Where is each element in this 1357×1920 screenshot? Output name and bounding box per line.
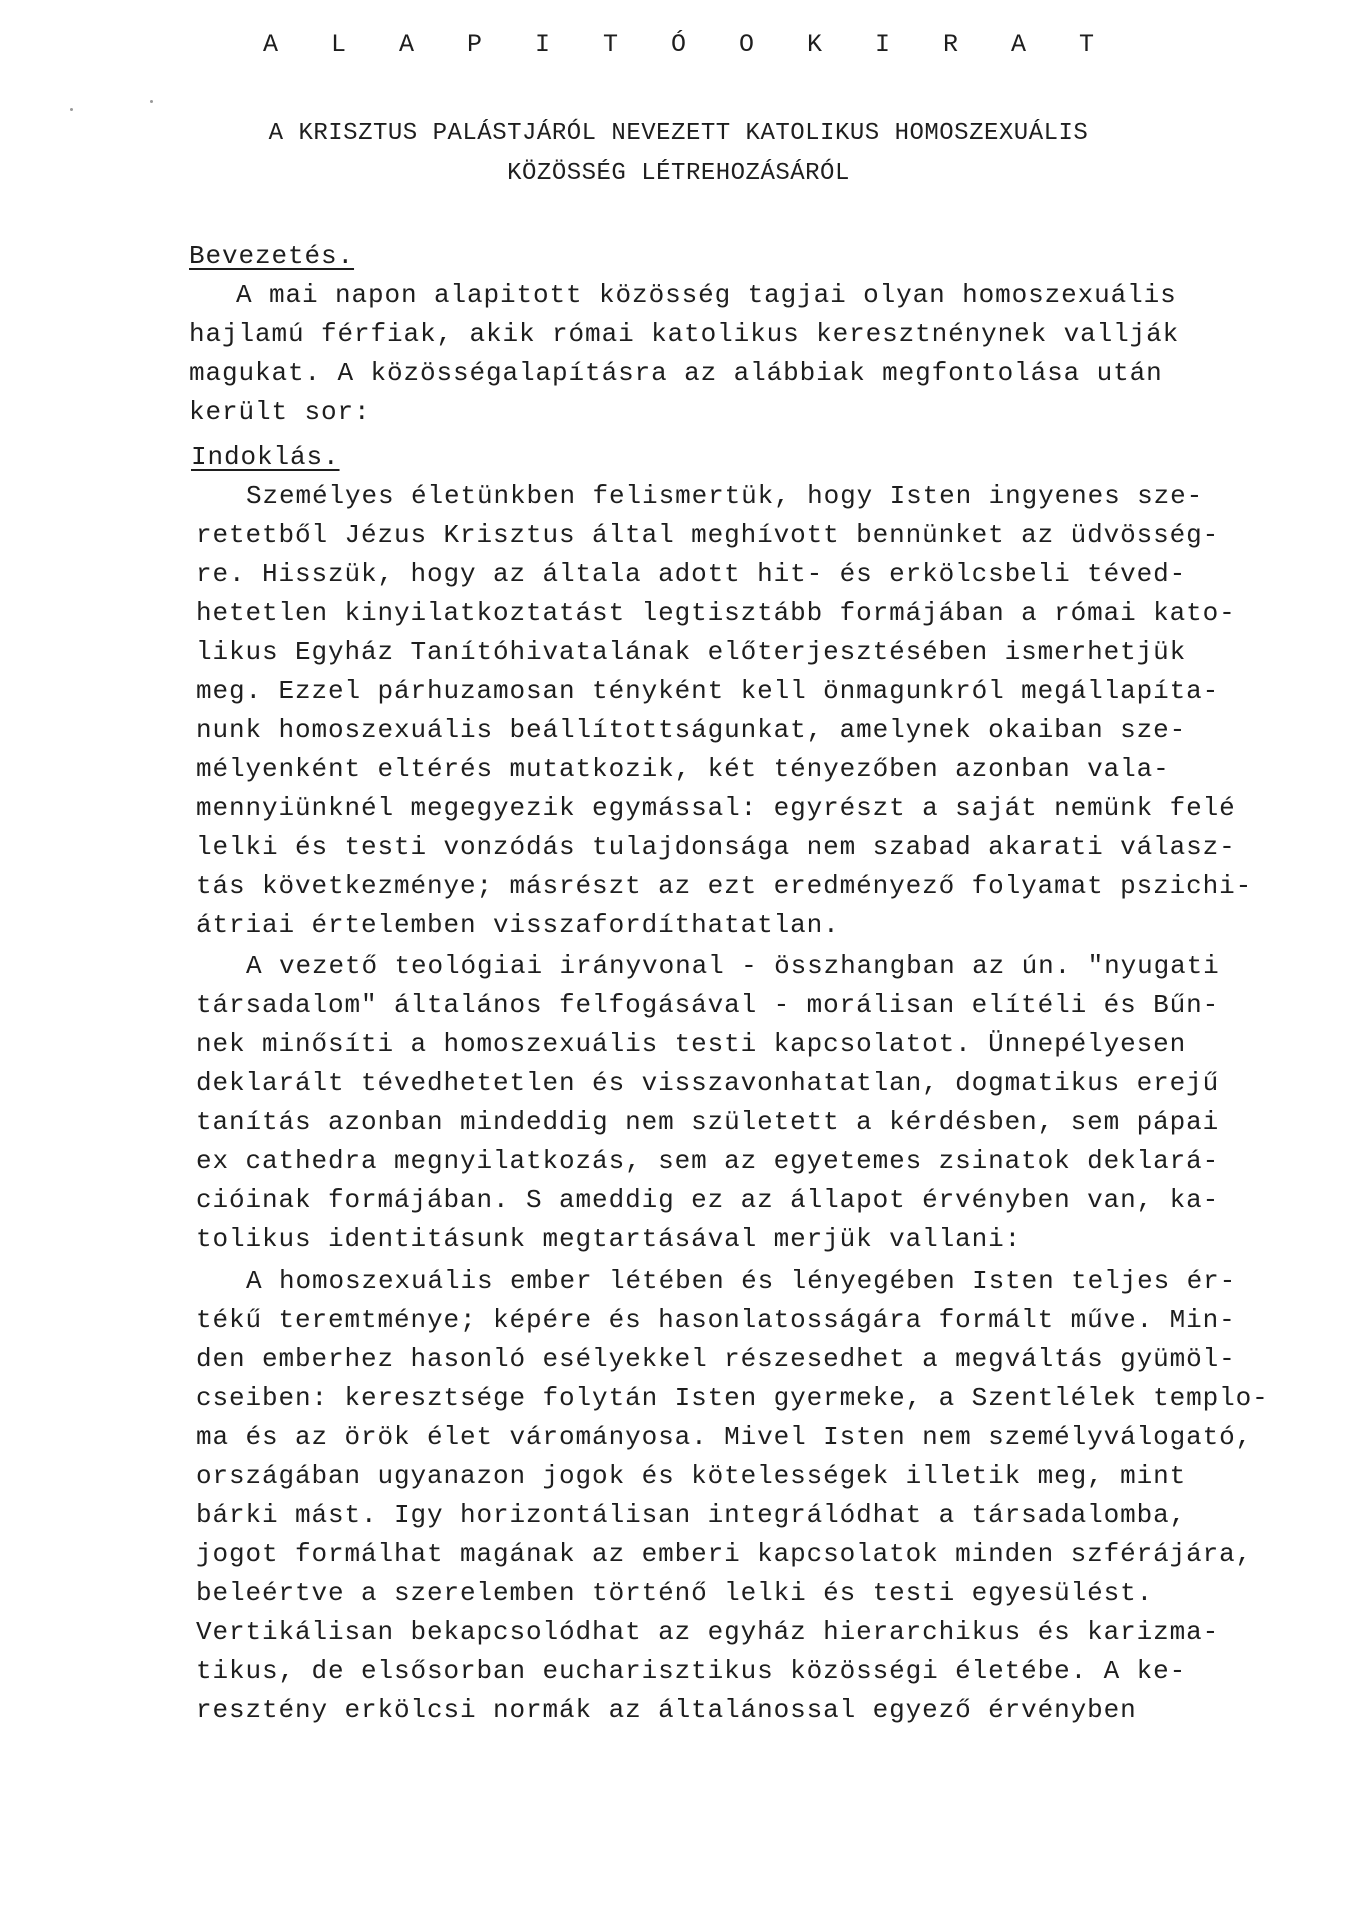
body-line: került sor: xyxy=(189,397,371,427)
body-line: ex cathedra megnyilatkozás, sem az egyetemes zsinatok deklará- xyxy=(196,1146,1220,1176)
body-line: A mai napon alapitott közösség tagjai olyan homoszexuális xyxy=(236,280,1177,310)
body-line: tanítás azonban mindeddig nem született a kérdésben, sem pápai xyxy=(196,1107,1220,1137)
section-heading-indoklas: Indoklás. xyxy=(191,442,340,472)
paper-speck xyxy=(70,108,73,111)
body-line: ma és az örök élet várományosa. Mivel Isten nem személyválogató, xyxy=(196,1422,1253,1452)
body-line: mélyenként eltérés mutatkozik, két tényezőben azonban vala- xyxy=(196,754,1170,784)
body-line: mennyiünknél megegyezik egymással: egyrészt a saját nemünk felé xyxy=(196,793,1236,823)
body-line: tikus, de elsősorban eucharisztikus közösségi életébe. A ke- xyxy=(196,1656,1187,1686)
body-line: Személyes életünkben felismertük, hogy Isten ingyenes sze- xyxy=(246,481,1204,511)
body-line: re. Hisszük, hogy az általa adott hit- és erkölcsbeli téved- xyxy=(196,559,1187,589)
body-line: jogot formálhat magának az emberi kapcsolatok minden szférájára, xyxy=(196,1539,1253,1569)
body-line: Vertikálisan bekapcsolódhat az egyház hierarchikus és karizma- xyxy=(196,1617,1220,1647)
body-line: átriai értelemben visszafordíthatatlan. xyxy=(196,910,840,940)
body-line: tás következménye; másrészt az ezt eredményező folyamat pszichi- xyxy=(196,871,1253,901)
body-line: nek minősíti a homoszexuális testi kapcsolatot. Ünnepélyesen xyxy=(196,1029,1187,1059)
body-line: társadalom" általános felfogásával - morálisan elítéli és Bűn- xyxy=(196,990,1220,1020)
body-line: tékű teremtménye; képére és hasonlatosságára formált műve. Min- xyxy=(196,1305,1236,1335)
body-line: resztény erkölcsi normák az általánossal egyező érvényben xyxy=(196,1695,1137,1725)
document-title: A L A P I T Ó O K I R A T xyxy=(262,30,1114,59)
body-line: cióinak formájában. S ameddig ez az állapot érvényben van, ka- xyxy=(196,1185,1220,1215)
body-line: retetből Jézus Krisztus által meghívott bennünket az üdvösség- xyxy=(196,520,1220,550)
body-line: lelki és testi vonzódás tulajdonsága nem szabad akarati válasz- xyxy=(196,832,1236,862)
body-line: cseiben: keresztsége folytán Isten gyermeke, a Szentlélek templo- xyxy=(196,1383,1269,1413)
subtitle-line-1: A KRISZTUS PALÁSTJÁRÓL NEVEZETT KATOLIKUS HOMOSZEXUÁLIS xyxy=(268,120,1089,147)
section-heading-bevezetes: Bevezetés. xyxy=(189,241,355,271)
paper-speck xyxy=(150,100,153,103)
body-line: hajlamú férfiak, akik római katolikus keresztnénynek vallják xyxy=(189,319,1180,349)
body-line: beleértve a szerelemben történő lelki és testi egyesülést. xyxy=(196,1578,1154,1608)
body-line: hetetlen kinyilatkoztatást legtisztább formájában a római kato- xyxy=(196,598,1236,628)
body-line: országában ugyanazon jogok és kötelességek illetik meg, mint xyxy=(196,1461,1187,1491)
body-line: tolikus identitásunk megtartásával merjük vallani: xyxy=(196,1224,1022,1254)
body-line: bárki mást. Igy horizontálisan integrálódhat a társadalomba, xyxy=(196,1500,1187,1530)
body-line: magukat. A közösségalapításra az alábbiak megfontolása után xyxy=(189,358,1163,388)
body-line: likus Egyház Tanítóhivatalának előterjesztésében ismerhetjük xyxy=(196,637,1187,667)
body-line: nunk homoszexuális beállítottságunkat, amelynek okaiban sze- xyxy=(196,715,1187,745)
body-line: A vezető teológiai irányvonal - összhangban az ún. "nyugati xyxy=(246,951,1220,981)
body-line: den emberhez hasonló esélyekkel részesedhet a megváltás gyümöl- xyxy=(196,1344,1236,1374)
body-line: meg. Ezzel párhuzamosan tényként kell önmagunkról megállapíta- xyxy=(196,676,1220,706)
body-line: deklarált tévedhetetlen és visszavonhatatlan, dogmatikus erejű xyxy=(196,1068,1220,1098)
subtitle-line-2: KÖZÖSSÉG LÉTREHOZÁSÁRÓL xyxy=(507,160,850,187)
body-line: A homoszexuális ember létében és lényegében Isten teljes ér- xyxy=(246,1266,1237,1296)
